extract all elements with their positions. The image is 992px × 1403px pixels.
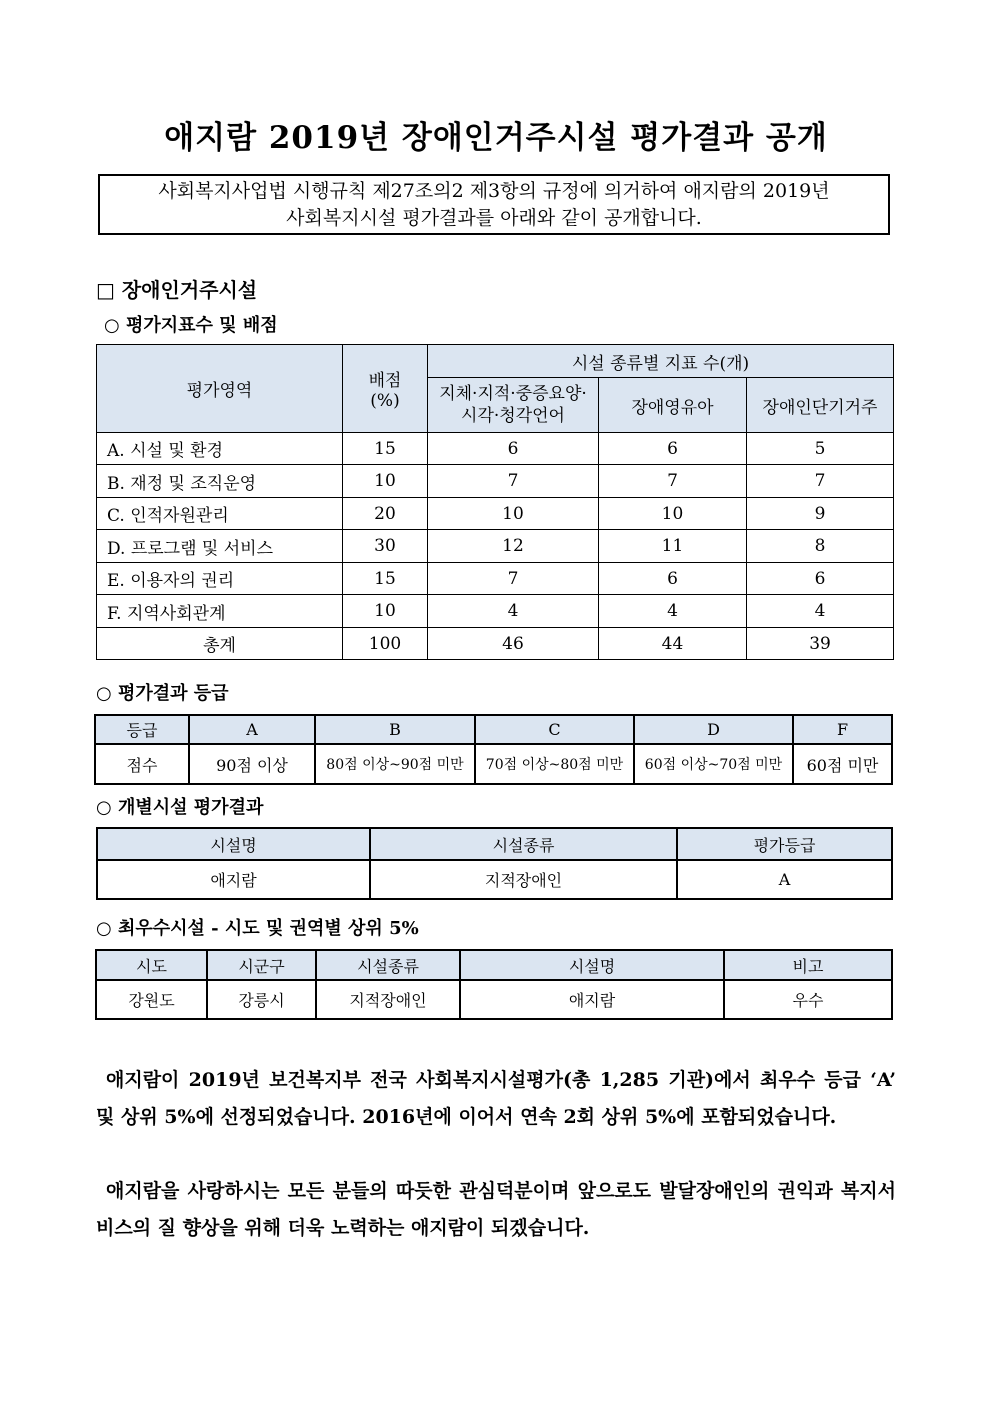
type: 지적장애인 <box>316 980 460 1019</box>
header-note: 비고 <box>724 950 892 980</box>
total-c1: 46 <box>428 628 599 660</box>
indicators-table <box>96 344 894 660</box>
row-c1: 10 <box>428 498 599 530</box>
notice-line-2: 사회복지시설 평가결과를 아래와 같이 공개합니다. <box>286 207 702 229</box>
table-row <box>97 465 894 498</box>
row-c2: 6 <box>599 563 747 595</box>
name: 애지람 <box>460 980 724 1019</box>
grade-c: C <box>475 715 634 744</box>
grade-label: 등급 <box>95 715 189 744</box>
header-score <box>343 345 428 433</box>
row-score: 20 <box>343 498 428 530</box>
header-col2: 장애영유아 <box>599 378 747 433</box>
total-score: 100 <box>343 628 428 660</box>
range-a: 90점 이상 <box>189 744 315 784</box>
grades-table <box>94 714 893 785</box>
row-c3: 9 <box>747 498 894 530</box>
header-score-line1: 배점 <box>368 371 402 391</box>
row-c3: 5 <box>747 433 894 465</box>
table-row <box>97 563 894 595</box>
best-heading: ○ 최우수시설 - 시도 및 권역별 상위 5% <box>96 918 419 939</box>
range-f: 60점 미만 <box>793 744 892 784</box>
header-type: 시설종류 <box>316 950 460 980</box>
row-area: E. 이용자의 권리 <box>97 563 343 595</box>
header-area: 평가영역 <box>97 345 343 433</box>
header-facility-name: 시설명 <box>97 828 370 860</box>
header-sigungu: 시군구 <box>207 950 316 980</box>
notice-box <box>98 174 890 235</box>
row-c2: 4 <box>599 595 747 628</box>
individual-heading: ○ 개별시설 평가결과 <box>96 797 264 818</box>
header-group: 시설 종류별 지표 수(개) <box>428 345 894 378</box>
row-score: 15 <box>343 563 428 595</box>
sigungu: 강릉시 <box>207 980 316 1019</box>
row-c1: 7 <box>428 465 599 498</box>
row-c1: 12 <box>428 530 599 563</box>
row-score: 10 <box>343 595 428 628</box>
row-c1: 4 <box>428 595 599 628</box>
grade-f: F <box>793 715 892 744</box>
grade-a: A <box>189 715 315 744</box>
individual-table <box>96 827 893 900</box>
total-row <box>97 628 894 660</box>
section-heading-facility: □ 장애인거주시설 <box>96 278 258 302</box>
range-c: 70점 이상~80점 미만 <box>475 744 634 784</box>
indicators-heading: ○ 평가지표수 및 배점 <box>104 315 278 336</box>
header-col1-line2: 시각·청각언어 <box>461 406 565 426</box>
grades-heading: ○ 평가결과 등급 <box>96 683 229 704</box>
row-area: A. 시설 및 환경 <box>97 433 343 465</box>
header-score-line2: (%) <box>370 391 400 411</box>
row-score: 15 <box>343 433 428 465</box>
header-eval-grade: 평가등급 <box>677 828 892 860</box>
row-c2: 7 <box>599 465 747 498</box>
table-row <box>97 530 894 563</box>
result-paragraph: 애지람이 2019년 보건복지부 전국 사회복지시설평가(총 1,285 기관)에서 최우수 등급 ‘A’ 및 상위 5%에 선정되었습니다. 2016년에 이어서 연속 2회 상위 5%에 포함되었습니다. <box>96 1069 896 1128</box>
range-b: 80점 이상~90점 미만 <box>315 744 475 784</box>
row-score: 30 <box>343 530 428 563</box>
notice-line-1: 사회복지사업법 시행규칙 제27조의2 제3항의 규정에 의거하여 애지람의 2019년 <box>158 180 830 202</box>
thanks-paragraph: 애지람을 사랑하시는 모든 분들의 따듯한 관심덕분이며 앞으로도 발달장애인의 권익과 복지서비스의 질 향상을 위해 더욱 노력하는 애지람이 되겠습니다. <box>96 1180 896 1239</box>
row-c3: 6 <box>747 563 894 595</box>
total-c2: 44 <box>599 628 747 660</box>
grade-d: D <box>634 715 793 744</box>
row-c1: 6 <box>428 433 599 465</box>
row-c2: 6 <box>599 433 747 465</box>
header-sido: 시도 <box>96 950 207 980</box>
grade-b: B <box>315 715 475 744</box>
total-area: 총계 <box>97 628 343 660</box>
row-c3: 4 <box>747 595 894 628</box>
table-row <box>97 433 894 465</box>
page-title: 애지람 2019년 장애인거주시설 평가결과 공개 <box>164 120 828 156</box>
row-area: B. 재정 및 조직운영 <box>97 465 343 498</box>
row-c3: 8 <box>747 530 894 563</box>
row-score: 10 <box>343 465 428 498</box>
best-table <box>95 949 893 1020</box>
row-c3: 7 <box>747 465 894 498</box>
header-col1 <box>428 378 599 433</box>
row-c2: 10 <box>599 498 747 530</box>
facility-type: 지적장애인 <box>370 860 677 899</box>
header-name: 시설명 <box>460 950 724 980</box>
table-row <box>97 498 894 530</box>
row-area: D. 프로그램 및 서비스 <box>97 530 343 563</box>
facility-name: 애지람 <box>97 860 370 899</box>
sido: 강원도 <box>96 980 207 1019</box>
header-col1-line1: 지체·지적·중증요양· <box>439 384 587 404</box>
row-area: C. 인적자원관리 <box>97 498 343 530</box>
note: 우수 <box>724 980 892 1019</box>
table-row <box>97 595 894 628</box>
row-area: F. 지역사회관계 <box>97 595 343 628</box>
total-c3: 39 <box>747 628 894 660</box>
row-c2: 11 <box>599 530 747 563</box>
row-c1: 7 <box>428 563 599 595</box>
header-facility-type: 시설종류 <box>370 828 677 860</box>
range-d: 60점 이상~70점 미만 <box>634 744 793 784</box>
header-col3: 장애인단기거주 <box>747 378 894 433</box>
score-label: 점수 <box>95 744 189 784</box>
eval-grade: A <box>677 860 892 899</box>
